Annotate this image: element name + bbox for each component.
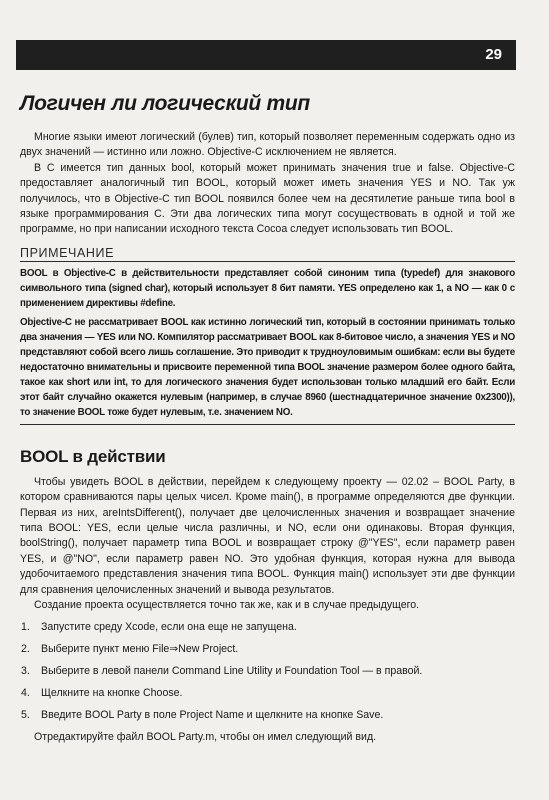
section-title-boolean-type: Логичен ли логический тип	[20, 92, 310, 115]
paragraph: Многие языки имеют логический (булев) тип, который позволяет переменным содержать одно из двух значений — истинно или ложно. Objective-C исключением не является.	[20, 131, 515, 159]
list-item	[20, 620, 515, 635]
list-item	[20, 664, 515, 679]
step-number: 3.	[21, 664, 30, 677]
section-bool-in-action	[20, 447, 515, 745]
paragraph: Создание проекта осуществляется точно так же, как и в случае предыдущего.	[34, 599, 420, 612]
note-body	[20, 266, 515, 420]
step-text: Щелкните на кнопке Choose.	[41, 686, 183, 699]
step-number: 1.	[21, 620, 30, 633]
step-number: 5.	[21, 708, 30, 721]
list-item	[20, 642, 515, 657]
page-header-bar	[16, 40, 516, 70]
paragraph: Чтобы увидеть BOOL в действии, перейдем к следующему проекту — 02.02 – BOOL Party, в котором сравниваются пары целых чисел. Кроме main(), в программе определяются две функции. Первая из них, areIntsDifferent(), получает две целочисленных значения и возвращает значение типа BOOL: YES, если целые числа различны, и NO, если они одинаковы. Вторая функция, boolString(), получает параметр типа BOOL и возвращает строку @"YES", если параметр равен YES, и @"NO", если параметр равен NO. Это удобная функция, которая нужна для вывода удобочитаемого представления значения типа BOOL. Функция main() использует эти две функции для сравнения целочисленных значений и вывода результатов.	[20, 475, 515, 596]
list-item	[20, 708, 515, 723]
list-item	[20, 686, 515, 701]
section-title-bool-in-action: BOOL в действии	[20, 446, 166, 466]
note-divider	[20, 424, 515, 425]
step-text: Выберите пункт меню File⇒New Project.	[41, 642, 239, 655]
closing-paragraph: Отредактируйте файл BOOL Party.m, чтобы он имел следующий вид.	[34, 730, 377, 743]
step-text: Введите BOOL Party в поле Project Name и щелкните на кнопке Save.	[41, 708, 384, 721]
step-number: 4.	[21, 686, 30, 699]
paragraph: В С имеется тип данных bool, который может принимать значения true и false. Objective-C предоставляет аналогичный тип BOOL, который может иметь значения YES и NO. Так уж получилось, что в Objective-C тип BOOL появился более чем на десятилетие раньше типа bool в языке программирования С. Эти два логических типа могут сосуществовать в одной и той же программе, но при написании исходного текста Cocoa следует использовать тип BOOL.	[20, 161, 515, 236]
steps-list	[20, 620, 515, 723]
note-paragraph: BOOL в Objective-C в действительности представляет собой синоним типа (typedef) для знакового символьного типа (signed char), который использует 8 бит памяти. YES определено как 1, а NO — как 0 с применением директивы #define.	[20, 267, 515, 309]
step-number: 2.	[21, 642, 30, 655]
page-number: 29	[485, 46, 502, 63]
step-text: Выберите в левой панели Command Line Utility и Foundation Tool — в правой.	[41, 664, 423, 677]
page-content	[20, 92, 515, 745]
note-paragraph: Objective-C не рассматривает BOOL как истинно логический тип, который в состоянии принимать только два значения — YES или NO. Компилятор рассматривает BOOL как 8-битовое число, а значения YES и NO представляют собой всего лишь соглашение. Это приводит к трудноуловимым ошибкам: если вы будете недостаточно внимательны и присвоите переменной типа BOOL значение размером более одного байта, такое как short или int, то для логического значения будет использован только младший его байт. Если этот байт случайно окажется нулевым (например, в случае 8960 (шестнадцатеричное значение 0x2300)), то значение BOOL тоже будет нулевым, т.е. значением NO.	[20, 316, 515, 418]
note-title: ПРИМЕЧАНИЕ	[20, 246, 515, 262]
step-text: Запустите среду Xcode, если она еще не запущена.	[41, 620, 297, 633]
note-box	[20, 246, 515, 425]
